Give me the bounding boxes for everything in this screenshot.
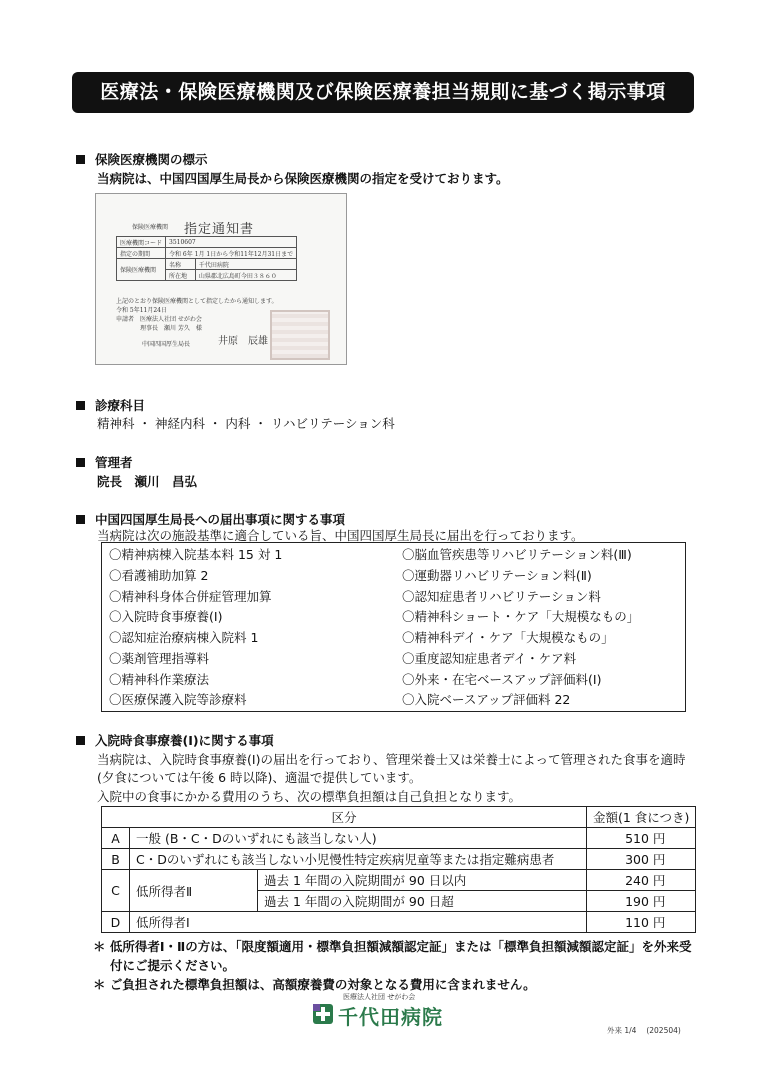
cert-code-label: 医療機関コード bbox=[117, 237, 166, 248]
square-bullet-icon bbox=[76, 458, 85, 467]
facility-item: 〇重度認知症患者デイ・ケア料 bbox=[402, 650, 577, 666]
row-subdesc: 過去 1 年間の入院期間が 90 日以内 bbox=[258, 870, 587, 891]
cert-inst-label: 保険医療機関 bbox=[117, 259, 166, 281]
square-bullet-icon bbox=[76, 155, 85, 164]
cert-title: 指定通知書 bbox=[184, 222, 255, 237]
section-heading-meals: 入院時食事療養(Ⅰ)に関する事項 bbox=[76, 731, 274, 749]
square-bullet-icon bbox=[76, 736, 85, 745]
facility-item: 〇薬剤管理指導料 bbox=[109, 650, 210, 666]
cert-name: 千代田病院 bbox=[195, 259, 296, 270]
departments-text: 精神科 ・ 神経内科 ・ 内科 ・ リハビリテーション科 bbox=[97, 416, 395, 431]
facility-item: 〇看護補助加算 2 bbox=[109, 567, 209, 583]
header-kubun: 区分 bbox=[102, 807, 587, 828]
facility-item: 〇運動器リハビリテーション料(Ⅱ) bbox=[402, 567, 592, 583]
row-amount: 190 円 bbox=[587, 891, 696, 912]
facility-item: 〇医療保護入院等診療料 bbox=[109, 692, 247, 708]
row-subdesc: 過去 1 年間の入院期間が 90 日超 bbox=[258, 891, 587, 912]
cert-addr-label: 所在地 bbox=[166, 270, 196, 281]
square-bullet-icon bbox=[76, 401, 85, 410]
table-row bbox=[102, 828, 696, 849]
meals-text-3: 入院中の食事にかかる費用のうち、次の標準負担額は自己負担となります。 bbox=[97, 789, 522, 804]
row-code: A bbox=[102, 828, 130, 849]
note-low-income-1: ＊ 低所得者Ⅰ・Ⅱの方は、「限度額適用・標準負担額減額認定証」または「標準負担額減額認定証」を外来受 bbox=[93, 939, 692, 954]
cert-period: 令和 6年 1月 1日から令和11年12月31日まで bbox=[166, 248, 297, 259]
facility-item: 〇入院ベースアップ評価料 22 bbox=[402, 692, 571, 708]
row-code: D bbox=[102, 912, 130, 933]
facility-item: 〇入院時食事療養(Ⅰ) bbox=[109, 609, 223, 625]
cert-name-label: 名称 bbox=[166, 259, 196, 270]
facility-item: 〇脳血管疾患等リハビリテーション料(Ⅲ) bbox=[402, 547, 632, 562]
section-heading-notifications: 中国四国厚生局長への届出事項に関する事項 bbox=[76, 510, 345, 528]
header-amount: 金額(1 食につき) bbox=[587, 807, 696, 828]
row-desc: 一般 (B・C・Dのいずれにも該当しない人) bbox=[130, 828, 587, 849]
meals-text-2: (夕食については午後 6 時以降)、適温で提供しています。 bbox=[97, 770, 422, 785]
row-amount: 240 円 bbox=[587, 870, 696, 891]
table-row bbox=[102, 870, 696, 891]
row-code: C bbox=[102, 870, 130, 912]
section-heading-designation: 保険医療機関の標示 bbox=[76, 150, 208, 168]
table-row bbox=[102, 912, 696, 933]
facility-item: 〇認知症患者リハビリテーション料 bbox=[402, 588, 601, 604]
cert-date: 令和 5年11月24日 bbox=[116, 307, 167, 314]
facility-item: 〇外来・在宅ベースアップ評価料(Ⅰ) bbox=[402, 671, 602, 687]
cert-code: 3510607 bbox=[166, 237, 297, 248]
table-header-row bbox=[102, 807, 696, 828]
cert-period-label: 指定の期間 bbox=[117, 248, 166, 259]
facility-item: 〇精神病棟入院基本料 15 対 1 bbox=[109, 547, 283, 562]
facility-item: 〇認知症治療病棟入院料 1 bbox=[109, 630, 259, 645]
facility-standards-box bbox=[101, 542, 686, 712]
meal-fee-table bbox=[101, 806, 696, 933]
meals-text-1: 当病院は、入院時食事療養(Ⅰ)の届出を行っており、管理栄養士又は栄養士によって管理された食事を適時 bbox=[97, 752, 686, 767]
hospital-cross-icon bbox=[313, 1004, 333, 1024]
official-seal-stamp bbox=[270, 310, 330, 360]
designation-text: 当病院は、中国四国厚生局長から保険医療機関の指定を受けております。 bbox=[97, 171, 509, 186]
row-amount: 300 円 bbox=[587, 849, 696, 870]
row-desc: 低所得者Ⅱ bbox=[130, 870, 258, 912]
note-low-income-2: 付にご提示ください。 bbox=[110, 958, 236, 973]
facility-standards-left bbox=[109, 545, 282, 711]
page-footer: 外来 1/4 (202504) bbox=[607, 1026, 681, 1035]
notifications-intro: 当病院は次の施設基準に適合している旨、中国四国厚生局長に届出を行っております。 bbox=[97, 528, 584, 543]
note-high-cost: ＊ ご負担された標準負担額は、高額療養費の対象となる費用に含まれません。 bbox=[93, 977, 536, 992]
cert-notice: 上記のとおり保険医療機関として指定したから通知します。 bbox=[116, 298, 278, 305]
row-amount: 110 円 bbox=[587, 912, 696, 933]
facility-item: 〇精神科ショート・ケア「大規模なもの」 bbox=[402, 609, 640, 625]
facility-item: 〇精神科身体合併症管理加算 bbox=[109, 588, 272, 604]
hospital-logo bbox=[313, 1001, 463, 1027]
facility-item: 〇精神科作業療法 bbox=[109, 671, 210, 687]
row-code: B bbox=[102, 849, 130, 870]
section-heading-administrator: 管理者 bbox=[76, 453, 133, 471]
square-bullet-icon bbox=[76, 515, 85, 524]
cert-addr: 山県郡北広島町今田３８６０ bbox=[195, 270, 296, 281]
table-row bbox=[102, 849, 696, 870]
cert-applicant: 申請者 医療法人社団 せがわ会 bbox=[116, 316, 202, 323]
cert-header-label: 保険医療機関 bbox=[132, 224, 169, 231]
administrator-text: 院長 瀬川 昌弘 bbox=[97, 474, 198, 489]
section-heading-departments: 診療科目 bbox=[76, 396, 145, 414]
facility-item: 〇精神科デイ・ケア「大規模なもの」 bbox=[402, 630, 614, 645]
row-desc: 低所得者Ⅰ bbox=[130, 912, 587, 933]
row-amount: 510 円 bbox=[587, 828, 696, 849]
facility-standards-right bbox=[402, 545, 639, 711]
logo-corporation-name: 医療法人社団 せがわ会 bbox=[343, 993, 416, 1001]
cert-chair: 理事長 瀬川 芳久 様 bbox=[140, 325, 202, 332]
hospital-name: 千代田病院 bbox=[338, 1005, 443, 1029]
cert-table bbox=[116, 236, 297, 281]
row-desc: C・Dのいずれにも該当しない小児慢性特定疾病児童等または指定難病患者 bbox=[130, 849, 587, 870]
cert-signer: 井原 辰雄 bbox=[218, 336, 268, 347]
page-title: 医療法・保険医療機関及び保険医療養担当規則に基づく掲示事項 bbox=[72, 72, 694, 113]
cert-issuer: 中国四国厚生局長 bbox=[142, 341, 191, 348]
